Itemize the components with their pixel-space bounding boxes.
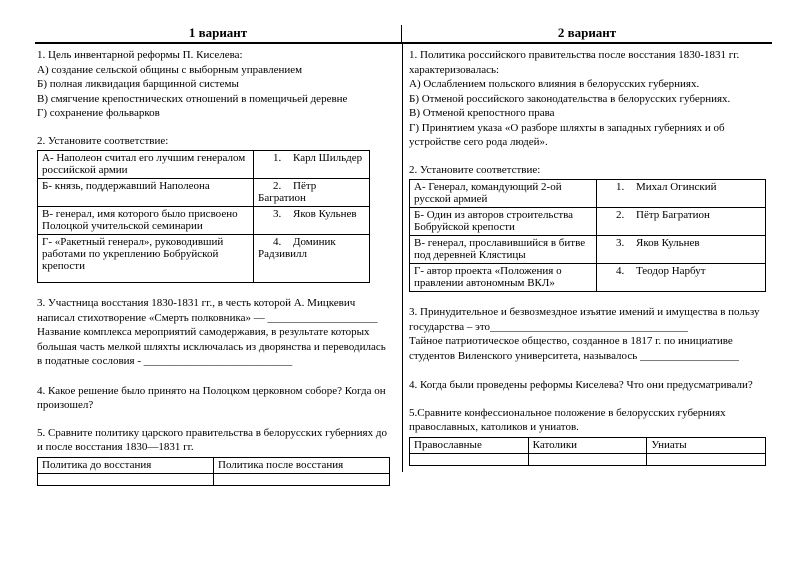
- v1-q5-intro: 5. Сравните политику царского правительства в белорусских губерниях до и после восстания 1830—1831 гг.: [37, 426, 387, 453]
- match-number: 3.: [273, 208, 282, 220]
- v2-q5-intro: 5.Сравните конфессиональное положение в белорусских губерниях православных, католиков и униатов.: [409, 406, 726, 433]
- v2-compare-table: [409, 437, 766, 466]
- table-row: [410, 180, 766, 208]
- v1-q4-text: 4. Какое решение было принято на Полоцком церковном соборе? Когда он произошел?: [37, 384, 386, 411]
- match-task-cell: В- генерал, прославившийся в битве под деревней Клястицы: [410, 236, 597, 264]
- match-task-cell: А- Генерал, командующий 2-ой русской армией: [410, 180, 597, 208]
- match-number: 1.: [273, 152, 282, 164]
- match-name: Пётр Багратион: [636, 209, 710, 221]
- v1-question-3: [37, 296, 392, 369]
- compare-header-cell: Политика до восстания: [38, 457, 214, 473]
- v1-question-4: [37, 384, 392, 413]
- v2-q3-part2: Тайное патриотическое общество, созданное в 1817 г. по инициативе студентов Виленского университета, называлось __________________: [409, 335, 739, 362]
- match-name: Михал Огинский: [636, 181, 717, 193]
- variant-header-row: [35, 25, 772, 44]
- v1-q1-option-v: В) смягчение крепостнических отношений в помещичьей деревне: [37, 92, 348, 105]
- v1-q1-intro: 1. Цель инвентарной реформы П. Киселева:: [37, 49, 243, 61]
- empty-cell: [38, 473, 214, 485]
- match-name: Пётр Багратион: [258, 180, 317, 204]
- match-number: 3.: [616, 237, 625, 249]
- table-row: [38, 179, 370, 207]
- match-task-cell: Г- «Ракетный генерал», руководивший работами по укреплению Бобруйской крепости: [38, 235, 254, 283]
- match-number: 2.: [273, 180, 282, 192]
- table-row: [38, 151, 370, 179]
- v2-q2-intro: 2. Установите соответствие:: [409, 163, 541, 176]
- variant-2-title: 2 вариант: [557, 25, 617, 40]
- compare-header-cell: Униаты: [647, 437, 766, 453]
- match-answer-cell: [254, 179, 370, 207]
- v1-q3-part2: Название комплекса мероприятий самодержавия, в результате которых большая часть мелкой шляхты исключалась из дворянства и переводилась в податные сословия - ___________________________: [37, 326, 386, 367]
- v2-question-1: [409, 48, 770, 150]
- v1-question-5: [37, 426, 392, 486]
- match-answer-cell: [597, 180, 766, 208]
- match-task-cell: Б- князь, поддержавший Наполеона: [38, 179, 254, 207]
- match-answer-cell: [597, 264, 766, 292]
- match-name: Яков Кульнев: [293, 208, 357, 220]
- match-answer-cell: [254, 207, 370, 235]
- table-row: [410, 236, 766, 264]
- compare-header-cell: Православные: [410, 437, 529, 453]
- v1-q1-option-g: Г) сохранение фольварков: [37, 107, 160, 119]
- v2-q4-text: 4. Когда были проведены реформы Киселева? Что они предусматривали?: [409, 379, 753, 391]
- match-answer-cell: [254, 151, 370, 179]
- match-name: Теодор Нарбут: [636, 265, 706, 277]
- document-sheet: [35, 25, 772, 486]
- match-answer-cell: [254, 235, 370, 283]
- v2-q1-option-a: А) Ослаблением польского влияния в белорусских губерниях.: [409, 78, 700, 90]
- v2-question-3: [409, 305, 770, 363]
- v2-q1-intro: 1. Политика российского правительства после восстания 1830-1831 гг. характеризовалась:: [409, 49, 740, 76]
- match-answer-cell: [597, 208, 766, 236]
- v2-q3-part1: 3. Принудительное и безвозмездное изъятие имений и имущества в пользу государства – это____________________________________: [409, 306, 760, 333]
- match-number: 1.: [616, 181, 625, 193]
- table-row: [410, 264, 766, 292]
- v2-q1-option-v: В) Отменой крепостного права: [409, 107, 555, 119]
- empty-cell: [410, 453, 529, 465]
- match-task-cell: Б- Один из авторов строительства Бобруйской крепости: [410, 208, 597, 236]
- empty-cell: [528, 453, 647, 465]
- table-empty-row: [38, 473, 390, 485]
- v1-question-2: [37, 134, 392, 284]
- match-number: 4.: [616, 265, 625, 277]
- table-row: [38, 235, 370, 283]
- empty-cell: [647, 453, 766, 465]
- table-header-row: [38, 457, 390, 473]
- table-empty-row: [410, 453, 766, 465]
- match-name: Карл Шильдер: [293, 152, 363, 164]
- compare-header-cell: Политика после восстания: [214, 457, 390, 473]
- v1-q2-intro: 2. Установите соответствие:: [37, 134, 169, 147]
- match-name: Яков Кульнев: [636, 237, 700, 249]
- v2-matching-table: [409, 179, 766, 292]
- match-answer-cell: [597, 236, 766, 264]
- compare-header-cell: Католики: [528, 437, 647, 453]
- match-task-cell: Г- автор проекта «Положения о правлении автономным ВКЛ»: [410, 264, 597, 292]
- match-number: 2.: [616, 209, 625, 221]
- v2-question-5: [409, 406, 770, 466]
- v2-question-2: [409, 163, 770, 293]
- variant-1-column: [35, 44, 402, 486]
- empty-cell: [214, 473, 390, 485]
- v2-question-4: [409, 378, 770, 393]
- document-body: [35, 44, 772, 486]
- v2-q1-option-b: Б) Отменой российского законодательства в белорусских губерниях.: [409, 92, 731, 105]
- v1-compare-table: [37, 457, 390, 486]
- match-number: 4.: [273, 236, 282, 248]
- v1-q1-option-b: Б) полная ликвидация барщинной системы: [37, 78, 239, 90]
- v1-q1-option-a: А) создание сельской общины с выборным управлением: [37, 63, 303, 76]
- table-row: [410, 208, 766, 236]
- table-header-row: [410, 437, 766, 453]
- v1-matching-table: [37, 150, 370, 283]
- v2-q1-option-g: Г) Принятием указа «О разборе шляхты в западных губерниях и об устройстве сего рода людей».: [409, 121, 725, 148]
- v1-question-1: [37, 48, 392, 121]
- table-row: [38, 207, 370, 235]
- variant-2-column: [402, 44, 772, 472]
- match-name: Доминик Радзивилл: [258, 236, 336, 260]
- variant-1-title: 1 вариант: [35, 25, 402, 42]
- match-task-cell: В- генерал, имя которого было присвоено Полоцкой учительской семинарии: [38, 207, 254, 235]
- match-task-cell: А- Наполеон считал его лучшим генералом российской армии: [38, 151, 254, 179]
- v1-q3-part1: 3. Участница восстания 1830-1831 гг., в честь которой А. Мицкевич написал стихотворение «Смерть полковника» — ____________________: [37, 297, 378, 324]
